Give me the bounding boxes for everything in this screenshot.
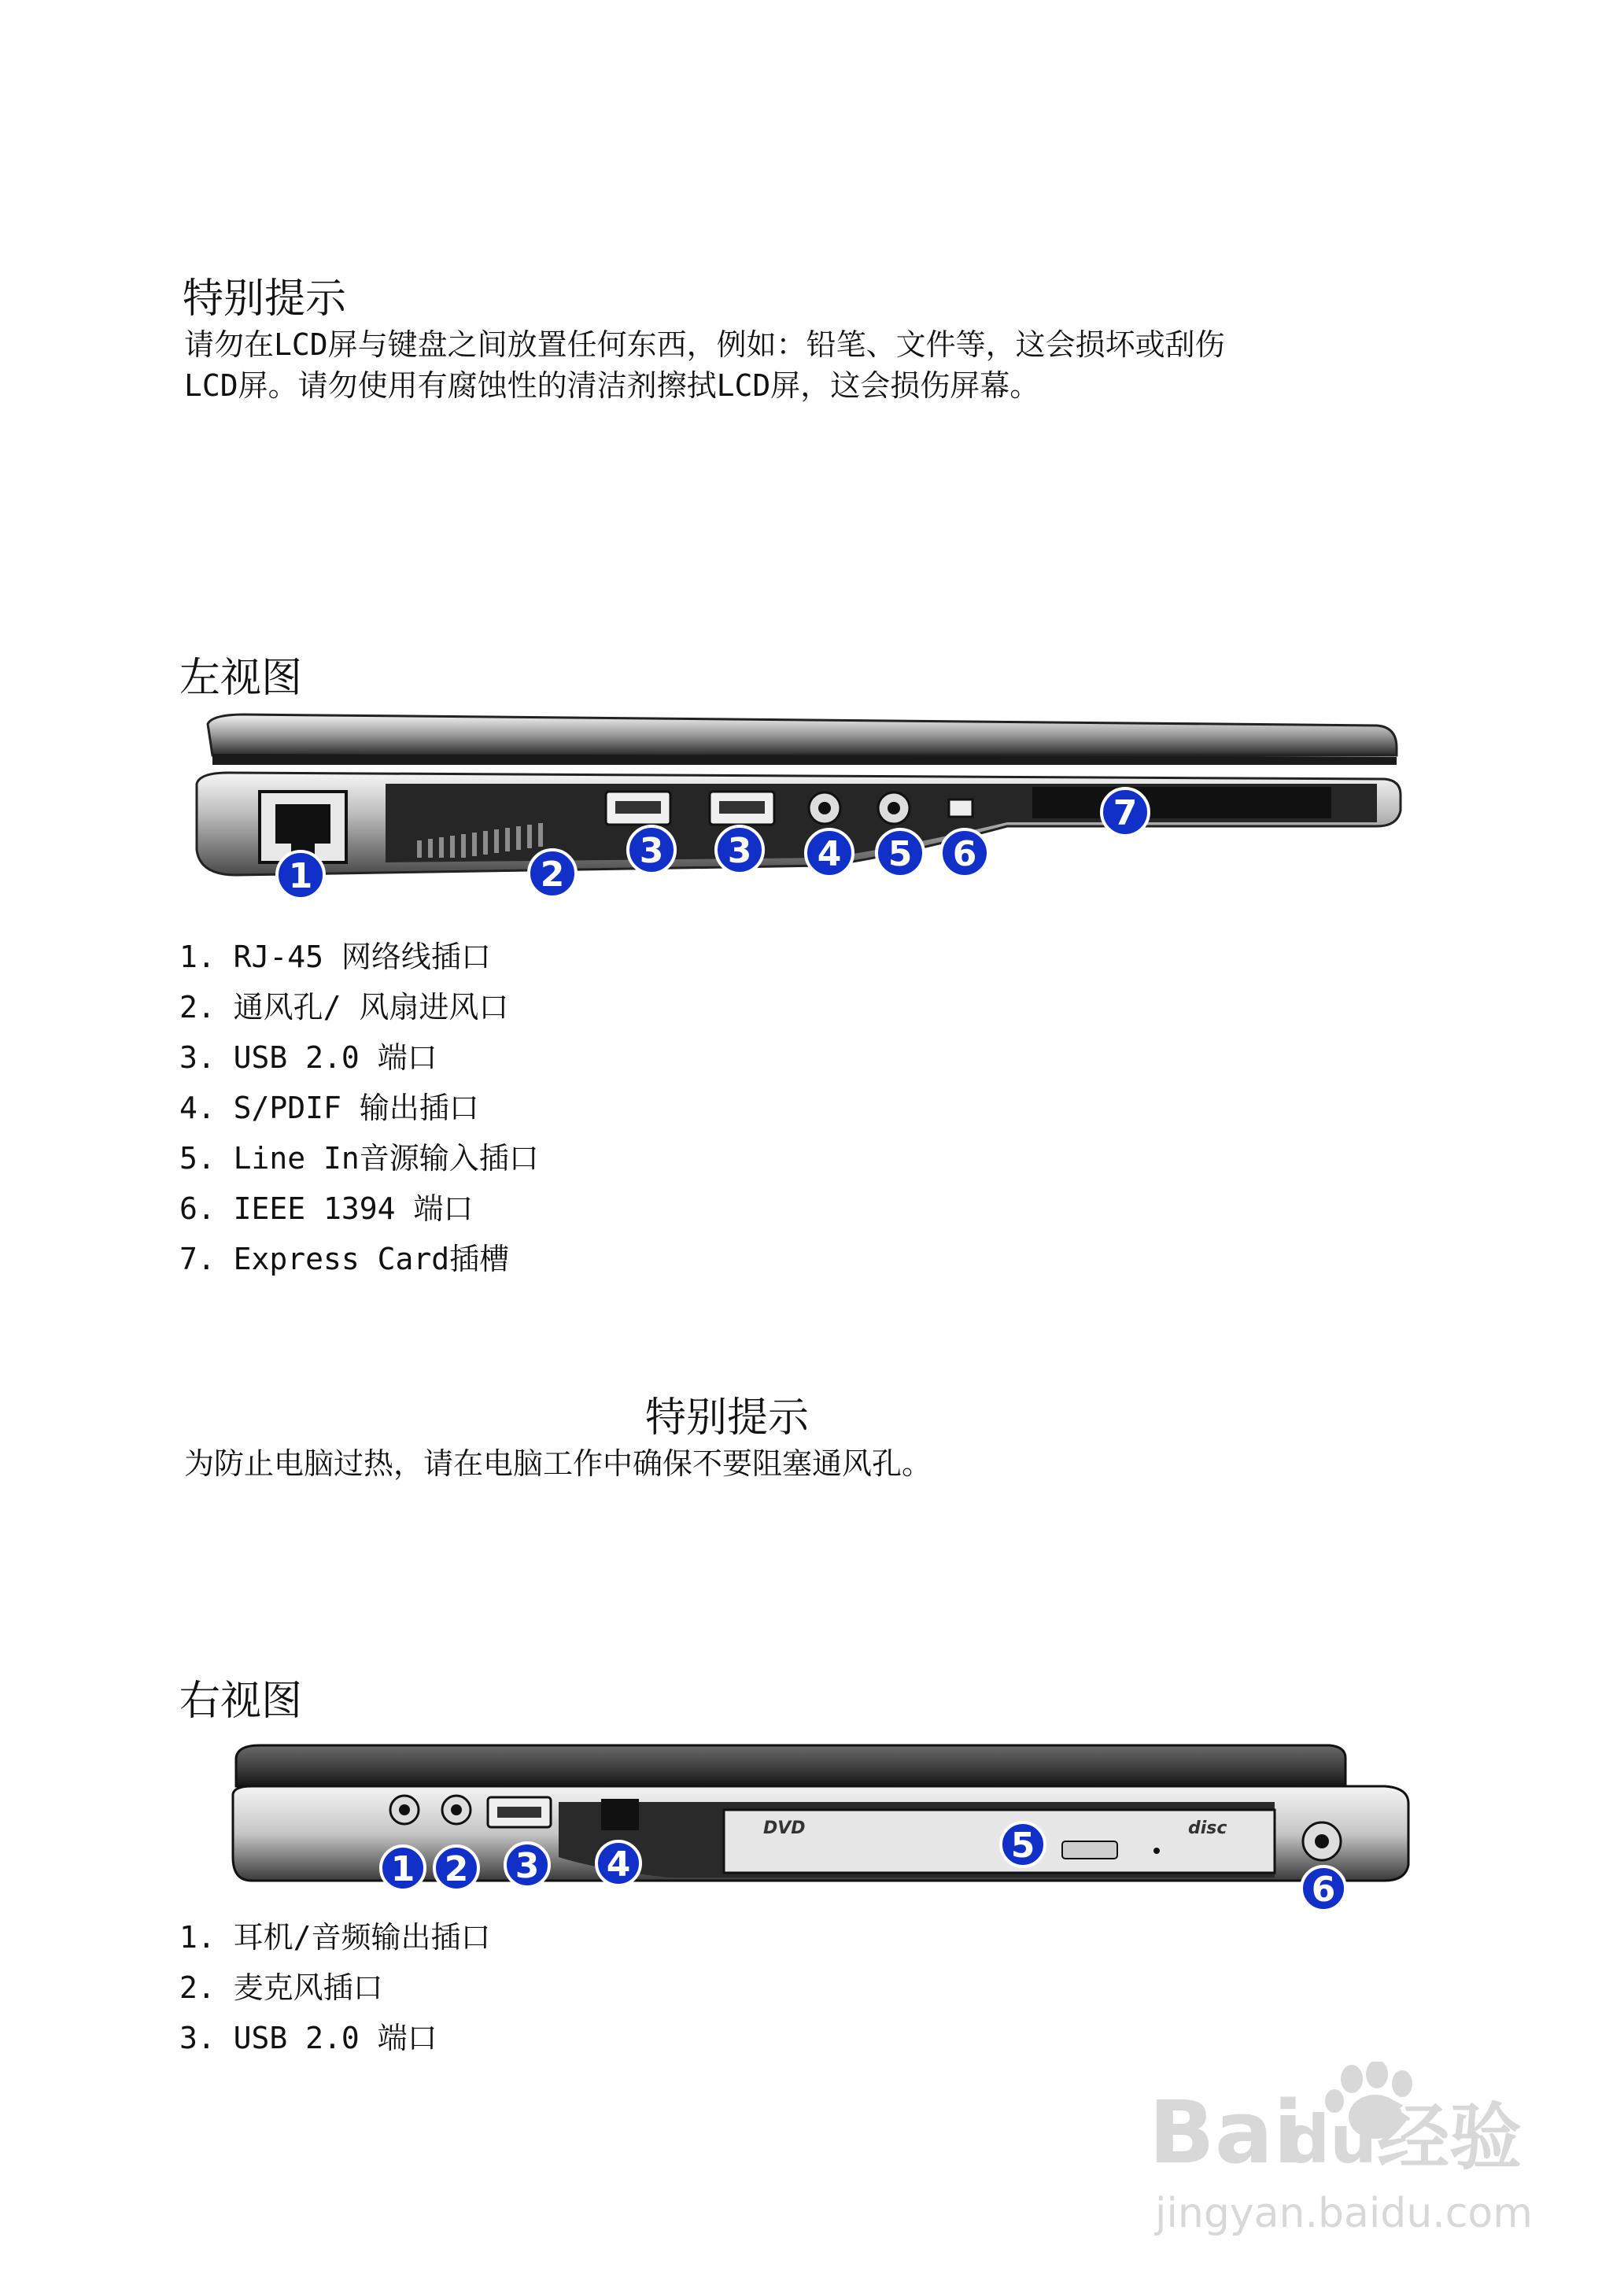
left-badge-3a: 3 <box>639 831 664 871</box>
left-view-title: 左视图 <box>179 655 303 702</box>
watermark-brand-latin: Bai <box>1149 2082 1303 2183</box>
watermark-url: jingyan.baidu.com <box>1155 2190 1533 2237</box>
dvd-logo: DVD <box>763 1819 806 1838</box>
right-badge-3: 3 <box>515 1846 540 1886</box>
left-badge-5: 5 <box>888 834 913 874</box>
notice-line-1: 请勿在LCD屏与键盘之间放置任何东西，例如：铅笔、文件等，这会损坏或刮伤 <box>184 327 1225 362</box>
left-badge-1: 1 <box>288 856 313 896</box>
right-item-2: 2. 麦克风插口 <box>179 1970 383 2005</box>
left-badge-2: 2 <box>540 855 565 895</box>
right-badge-4: 4 <box>606 1844 631 1885</box>
right-item-3: 3. USB 2.0 端口 <box>179 2021 437 2055</box>
notice-title: 特别提示 <box>183 275 347 323</box>
left-item-7: 7. Express Card插槽 <box>179 1242 510 1276</box>
left-badge-3b: 3 <box>727 831 752 871</box>
baidu-watermark <box>1149 2062 1558 2243</box>
right-view-title: 右视图 <box>179 1678 303 1725</box>
left-badge-6: 6 <box>952 834 977 874</box>
right-badge-6: 6 <box>1311 1870 1336 1910</box>
left-item-5: 5. Line In音源输入插口 <box>179 1141 539 1176</box>
left-item-1: 1. RJ-45 网络线插口 <box>179 940 491 974</box>
left-badge-7: 7 <box>1113 793 1138 833</box>
left-badge-4: 4 <box>817 834 842 874</box>
watermark-brand-cn: 经验 <box>1377 2095 1522 2180</box>
watermark-brand-du: du <box>1283 2101 1377 2178</box>
notice-2-line-1: 为防止电脑过热，请在电脑工作中确保不要阻塞通风孔。 <box>184 1446 932 1481</box>
left-item-2: 2. 通风孔/ 风扇进风口 <box>179 990 509 1025</box>
disc-logo: disc <box>1188 1819 1227 1838</box>
notice-2-title: 特别提示 <box>645 1394 810 1442</box>
right-item-1: 1. 耳机/音频输出插口 <box>179 1920 491 1955</box>
right-badge-2: 2 <box>444 1849 469 1889</box>
left-item-3: 3. USB 2.0 端口 <box>179 1040 437 1075</box>
right-badge-5: 5 <box>1010 1826 1035 1866</box>
left-item-4: 4. S/PDIF 输出插口 <box>179 1091 479 1125</box>
left-view-figure <box>181 708 1408 921</box>
right-badge-1: 1 <box>390 1849 415 1889</box>
notice-line-2: LCD屏。请勿使用有腐蚀性的清洁剂擦拭LCD屏，这会损伤屏幕。 <box>184 368 1040 403</box>
left-item-6: 6. IEEE 1394 端口 <box>179 1191 474 1226</box>
right-view-figure <box>228 1731 1424 1920</box>
